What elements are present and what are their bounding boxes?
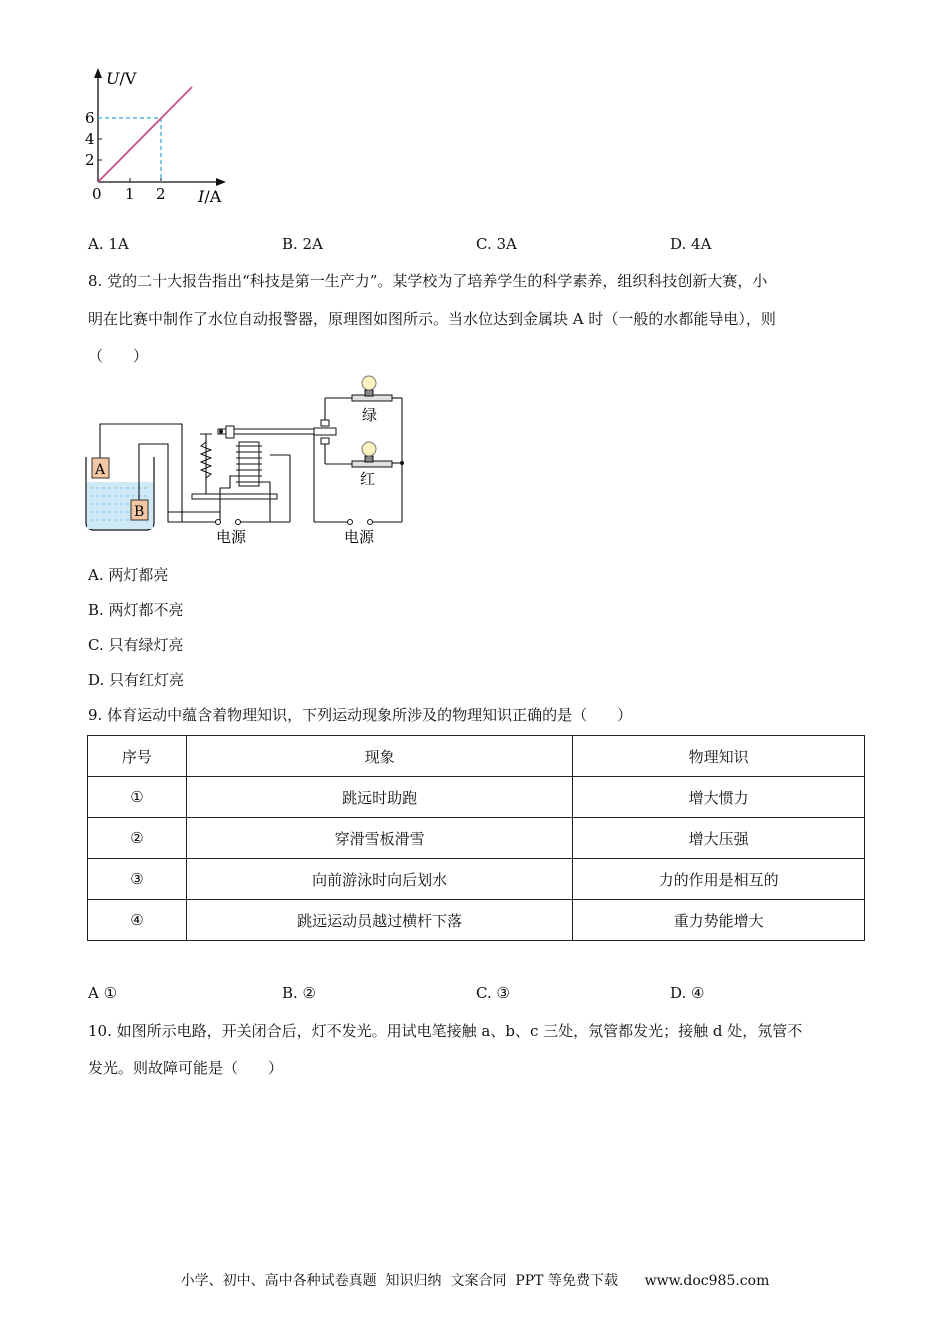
power-right-terminal-1 — [348, 520, 353, 525]
table-row — [88, 900, 865, 941]
table-row — [88, 818, 865, 859]
x-axis-arrow — [216, 178, 226, 186]
q7-option-b[interactable]: B. 2A — [282, 235, 323, 253]
table-row — [88, 777, 865, 818]
power-label-right: 电源 — [344, 528, 375, 546]
q9-stem: 9. 体育运动中蕴含着物理知识，下列运动现象所涉及的物理知识正确的是（ ） — [88, 706, 633, 724]
y-axis-arrow — [94, 68, 102, 78]
q9-option-b[interactable]: B. ② — [282, 984, 317, 1002]
table-cell: 穿滑雪板滑雪 — [186, 818, 572, 859]
q9-option-a[interactable]: A ① — [88, 984, 118, 1002]
table-header-cell: 物理知识 — [573, 736, 865, 777]
table-cell: ④ — [88, 900, 187, 941]
table-header-cell: 序号 — [88, 736, 187, 777]
table-header-cell: 现象 — [186, 736, 572, 777]
x-tick-1: 1 — [125, 185, 135, 203]
x-axis-label: I/A — [198, 187, 222, 206]
q9-table — [87, 735, 865, 941]
power-label-left: 电源 — [216, 528, 247, 546]
q10-stem-line-2: 发光。则故障可能是（ ） — [88, 1059, 284, 1077]
power-left-terminal-2 — [236, 520, 241, 525]
q8-stem-line-3: （ ） — [88, 347, 149, 365]
green-lamp — [352, 376, 402, 401]
table-cell: ② — [88, 818, 187, 859]
svg-text:A: A — [95, 462, 106, 478]
svg-text:B: B — [134, 504, 145, 520]
table-cell: ③ — [88, 859, 187, 900]
y-tick-2: 2 — [85, 151, 95, 169]
q8-option-d[interactable]: D. 只有红灯亮 — [88, 671, 185, 689]
power-right-terminal-2 — [368, 520, 373, 525]
table-cell: 重力势能增大 — [573, 900, 865, 941]
table-cell: 跳远运动员越过横杆下落 — [186, 900, 572, 941]
q7-option-a[interactable]: A. 1A — [88, 235, 129, 253]
relay-base — [192, 494, 277, 499]
green-lamp-label: 绿 — [362, 406, 378, 424]
table-row — [88, 859, 865, 900]
x-tick-0: 0 — [92, 185, 102, 203]
table-cell: 向前游泳时向后划水 — [186, 859, 572, 900]
water-alarm-circuit — [80, 372, 420, 550]
table-header-row — [88, 736, 865, 777]
q7-option-d[interactable]: D. 4A — [670, 235, 712, 253]
q9-option-d[interactable]: D. ④ — [670, 984, 705, 1002]
q8-option-c[interactable]: C. 只有绿灯亮 — [88, 636, 184, 654]
q8-stem-line-1: 8. 党的二十大报告指出“科技是第一生产力”。某学校为了培养学生的科学素养，组织科技创新大赛，小 — [88, 272, 768, 290]
power-left-terminal-1 — [216, 520, 221, 525]
page-footer: 小学、初中、高中各种试卷真题 知识归纳 文案合同 PPT 等免费下载 www.doc985.com — [180, 1273, 770, 1289]
u-i-line — [98, 87, 192, 182]
y-axis-label: U/V — [106, 69, 137, 88]
u-i-graph — [80, 62, 240, 212]
q8-option-a[interactable]: A. 两灯都亮 — [88, 566, 169, 584]
q8-option-b[interactable]: B. 两灯都不亮 — [88, 601, 184, 619]
q9-option-c[interactable]: C. ③ — [476, 984, 510, 1002]
table-cell: ① — [88, 777, 187, 818]
q10-stem-line-1: 10. 如图所示电路，开关闭合后，灯不发光。用试电笔接触 a、b、c 三处，氖管都发光；接触 d 处，氖管不 — [88, 1022, 803, 1040]
table-cell: 跳远时助跑 — [186, 777, 572, 818]
q8-stem-line-2: 明在比赛中制作了水位自动报警器，原理图如图所示。当水位达到金属块 A 时（一般的水都能导电），则 — [88, 310, 776, 328]
q7-option-c[interactable]: C. 3A — [476, 235, 517, 253]
table-cell: 增大惯力 — [573, 777, 865, 818]
y-tick-6: 6 — [85, 109, 95, 127]
table-cell: 力的作用是相互的 — [573, 859, 865, 900]
red-lamp-label: 红 — [360, 470, 376, 488]
y-tick-4: 4 — [85, 130, 95, 148]
red-lamp — [352, 442, 402, 467]
table-cell: 增大压强 — [573, 818, 865, 859]
x-tick-2: 2 — [156, 185, 166, 203]
